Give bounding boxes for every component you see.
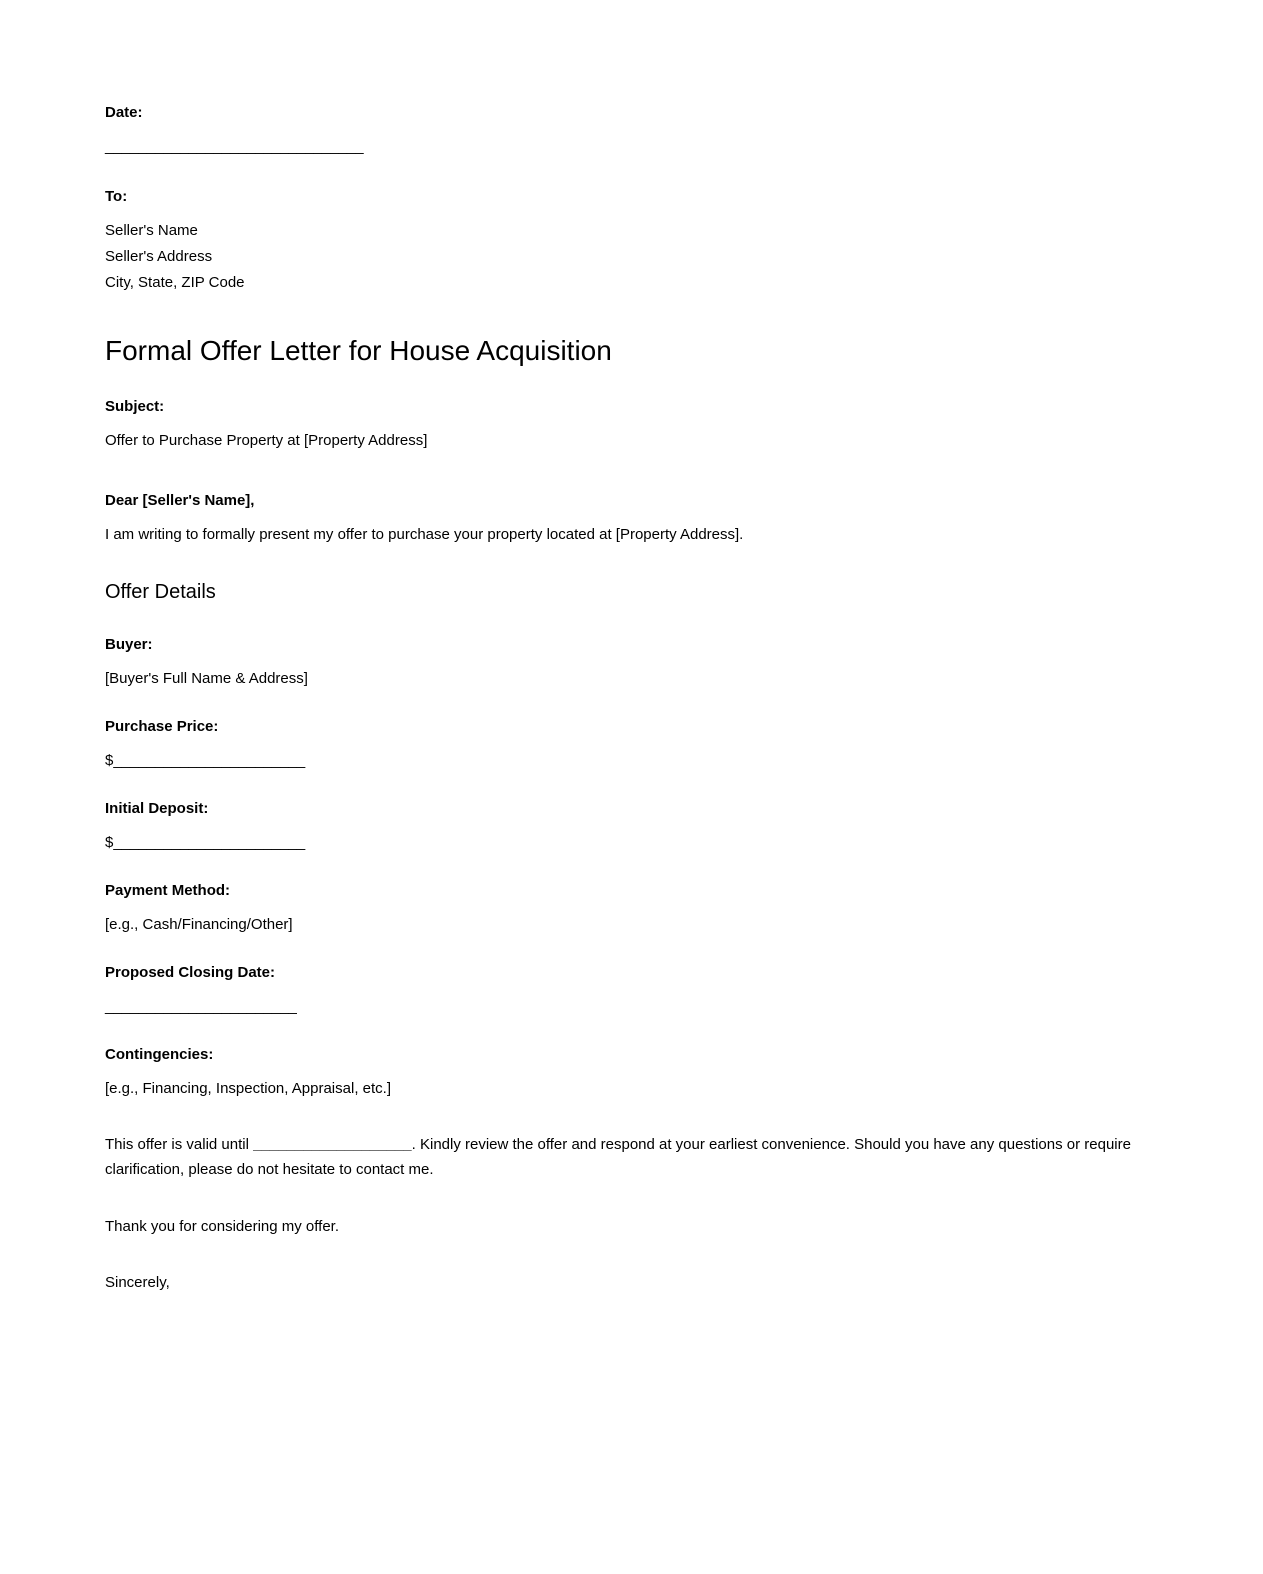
page-title: Formal Offer Letter for House Acquisition	[105, 335, 612, 366]
purchase-price-blank[interactable]: $_______________________	[105, 752, 306, 769]
recipient-name-line: Seller's Name	[105, 222, 198, 239]
initial-deposit-blank[interactable]: $_______________________	[105, 834, 306, 851]
salutation: Dear [Seller's Name],	[105, 492, 255, 509]
subject-label: Subject:	[105, 398, 165, 415]
subject-value: Offer to Purchase Property at [Property Address]	[105, 432, 428, 449]
closing-date-label: Proposed Closing Date:	[105, 964, 276, 981]
payment-method-label: Payment Method:	[105, 882, 231, 899]
recipient-city-line: City, State, ZIP Code	[105, 274, 245, 291]
closing-salutation: Sincerely,	[105, 1274, 170, 1291]
thank-you-paragraph: Thank you for considering my offer.	[105, 1218, 340, 1235]
payment-method-value: [e.g., Cash/Financing/Other]	[105, 916, 293, 933]
validity-paragraph	[105, 1132, 1133, 1182]
contingencies-label: Contingencies:	[105, 1046, 214, 1063]
to-label: To:	[105, 188, 128, 205]
offer-details-heading: Offer Details	[105, 581, 216, 603]
validity-blank[interactable]: ___________________	[253, 1136, 412, 1153]
validity-text-before: This offer is valid until	[105, 1136, 254, 1153]
closing-date-blank[interactable]: _______________________	[105, 998, 297, 1015]
buyer-value: [Buyer's Full Name & Address]	[105, 670, 308, 687]
buyer-label: Buyer:	[105, 636, 153, 653]
date-blank-line[interactable]: _______________________________	[105, 138, 364, 155]
intro-paragraph: I am writing to formally present my offer to purchase your property located at [Property Address].	[105, 526, 744, 543]
initial-deposit-label: Initial Deposit:	[105, 800, 209, 817]
date-label: Date:	[105, 104, 143, 121]
validity-text-after: . Kindly review the offer and respond at your earliest convenience. Should you have any questions or require clarification, please do not hesitate to contact me.	[105, 1136, 1131, 1178]
recipient-block	[105, 218, 1133, 296]
recipient-address-line: Seller's Address	[105, 248, 213, 265]
purchase-price-label: Purchase Price:	[105, 718, 219, 735]
contingencies-value: [e.g., Financing, Inspection, Appraisal, etc.]	[105, 1080, 391, 1097]
